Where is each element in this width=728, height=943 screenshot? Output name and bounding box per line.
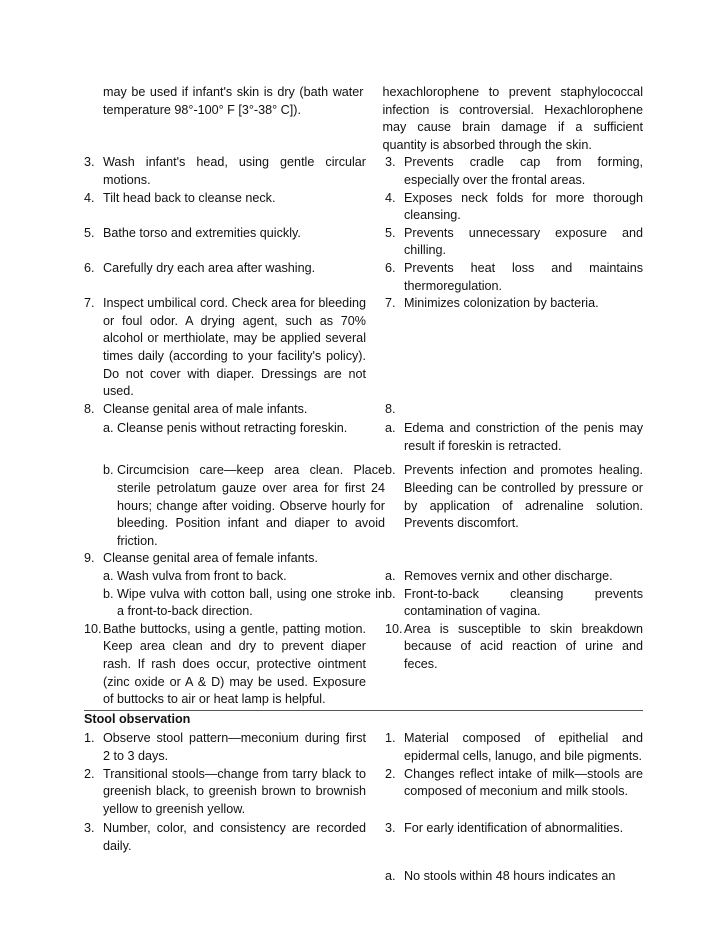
- rationale-text: Exposes neck folds for more thorough cleansing.: [404, 190, 643, 223]
- step-text: Cleanse penis without retracting foreskin.: [117, 421, 348, 436]
- step-number: 10.: [84, 621, 102, 636]
- rationale-text: Changes reflect intake of milk—stools are composed of meconium and milk stools.: [404, 766, 643, 799]
- table-row: [84, 260, 643, 295]
- rationale-letter: a.: [385, 421, 396, 436]
- rationale-number: 7.: [385, 296, 396, 311]
- step-text: may be used if infant's skin is dry (bath water temperature 98°-100° F [3°-38° C]).: [103, 85, 364, 117]
- rationale-number: 8.: [385, 401, 396, 416]
- rationale-number: 6.: [385, 260, 396, 275]
- step-number: 4.: [84, 190, 95, 205]
- step-text: Observe stool pattern—meconium during first 2 to 3 days.: [103, 731, 366, 763]
- table-row: [84, 84, 643, 154]
- rationale-text: Minimizes colonization by bacteria.: [404, 296, 599, 311]
- rationale-text: Front-to-back cleansing prevents contamination of vagina.: [404, 586, 643, 619]
- step-number: 9.: [84, 551, 95, 566]
- step-number: 8.: [84, 401, 95, 416]
- table-row: [84, 621, 643, 709]
- rationale-text: Prevents unnecessary exposure and chilling.: [404, 225, 643, 258]
- rationale-text: hexachlorophene to prevent staphylococcal infection is controversial. Hexachlorophene may cause brain damage if a sufficient quantity is absorbed through the skin.: [382, 85, 643, 152]
- rationale-number: 10.: [385, 621, 403, 636]
- step-text: Tilt head back to cleanse neck.: [103, 190, 276, 205]
- step-text: Wipe vulva with cotton ball, using one stroke in a front-to-back direction.: [117, 586, 385, 619]
- table-row: [84, 154, 643, 189]
- table-row: [84, 295, 643, 401]
- step-text: Wash infant's head, using gentle circular motions.: [103, 155, 366, 187]
- step-number: 3.: [84, 821, 95, 836]
- table-row: [84, 820, 643, 855]
- rationale-text: For early identification of abnormalities.: [404, 821, 624, 836]
- step-text: Cleanse genital area of female infants.: [103, 551, 318, 566]
- rationale-number: 3.: [385, 821, 396, 836]
- rationale-text: No stools within 48 hours indicates an: [404, 868, 616, 883]
- table-row: [84, 550, 643, 568]
- table-row: [84, 868, 643, 886]
- rationale-number: 3.: [385, 155, 396, 170]
- rationale-text: Prevents heat loss and maintains thermoregulation.: [404, 260, 643, 293]
- rationale-text: Edema and constriction of the penis may result if foreskin is retracted.: [404, 421, 643, 453]
- step-number: 7.: [84, 296, 95, 311]
- rationale-letter: b.: [385, 463, 396, 478]
- table-row: [84, 190, 643, 225]
- rationale-text: Area is susceptible to skin breakdown because of acid reaction of urine and feces.: [404, 621, 643, 671]
- rationale-text: Material composed of epithelial and epidermal cells, lanugo, and bile pigments.: [404, 731, 643, 763]
- step-text: Transitional stools—change from tarry black to greenish black, to greenish brown to brownish yellow to greenish yellow.: [103, 766, 366, 816]
- step-text: Cleanse genital area of male infants.: [103, 401, 308, 416]
- rationale-letter: a.: [385, 569, 396, 584]
- step-text: Inspect umbilical cord. Check area for bleeding or foul odor. A drying agent, such as 70% alcohol or merthiolate, may be applied several times daily (according to your facility's policy). Do not cover with diaper. Dressings are not used.: [103, 296, 366, 399]
- table-row: [84, 420, 643, 455]
- step-text: Bathe buttocks, using a gentle, patting motion. Keep area clean and dry to prevent diaper rash. If rash does occur, protective ointment (zinc oxide or A & D) may be used. Exposure of buttocks to air or heat lamp is helpful.: [103, 621, 366, 707]
- rationale-letter: a.: [385, 868, 396, 883]
- table-row: [84, 401, 643, 419]
- rationale-number: 2.: [385, 766, 396, 781]
- step-letter: b.: [103, 586, 114, 601]
- table-row: [84, 766, 643, 819]
- rationale-letter: b.: [385, 586, 396, 601]
- step-letter: b.: [103, 463, 114, 478]
- table-row: [84, 730, 643, 765]
- rationale-number: 1.: [385, 731, 396, 746]
- step-letter: a.: [103, 421, 114, 436]
- section-heading: Stool observation: [84, 711, 191, 726]
- step-text: Bathe torso and extremities quickly.: [103, 225, 301, 240]
- step-text: Number, color, and consistency are recorded daily.: [103, 821, 366, 853]
- step-letter: a.: [103, 569, 114, 584]
- step-text: Wash vulva from front to back.: [117, 569, 287, 584]
- rationale-text: Removes vernix and other discharge.: [404, 569, 613, 584]
- step-number: 5.: [84, 225, 95, 240]
- document-page: [84, 84, 643, 885]
- table-row: [84, 225, 643, 260]
- step-number: 2.: [84, 766, 95, 781]
- rationale-text: Prevents cradle cap from forming, especially over the frontal areas.: [404, 155, 643, 187]
- step-text: Carefully dry each area after washing.: [103, 260, 316, 275]
- step-text: Circumcision care—keep area clean. Place sterile petrolatum gauze over area for first 24 hours; change after voiding. Observe hourly for bleeding. Position infant and diaper to avoid friction.: [117, 463, 385, 548]
- rationale-text: Prevents infection and promotes healing. Bleeding can be controlled by pressure or by application of adrenaline solution. Prevents discomfort.: [404, 463, 643, 531]
- table-row: [84, 586, 643, 621]
- rationale-number: 4.: [385, 190, 396, 205]
- rationale-number: 5.: [385, 225, 396, 240]
- step-number: 3.: [84, 155, 95, 170]
- table-row: [84, 568, 643, 586]
- step-number: 1.: [84, 731, 95, 746]
- step-number: 6.: [84, 260, 95, 275]
- table-row: [84, 462, 643, 550]
